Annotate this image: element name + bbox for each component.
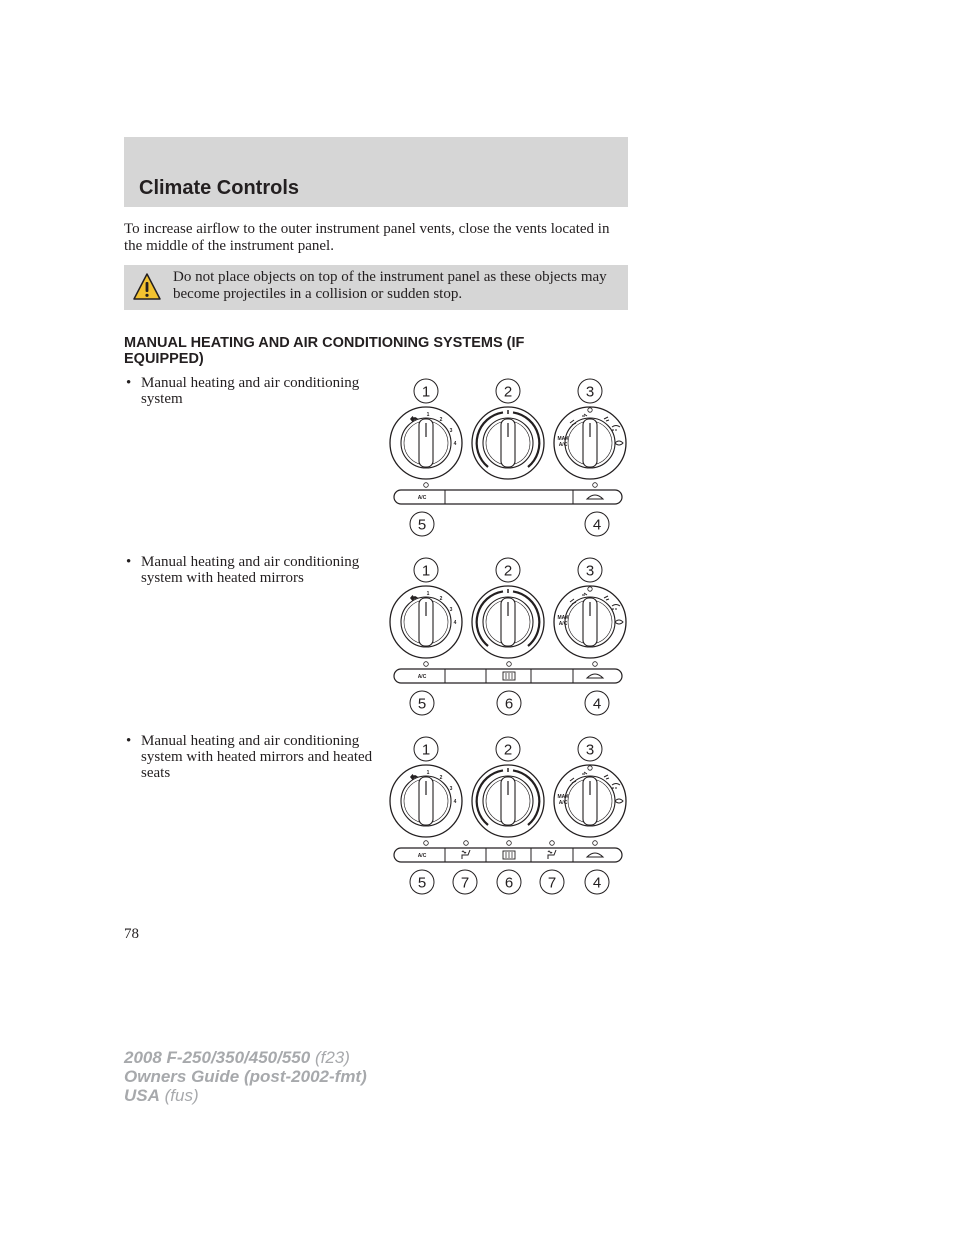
fan-speed-label: 2 xyxy=(439,596,443,602)
recirculation-indicator-light xyxy=(593,841,598,846)
ac-button-label: A/C xyxy=(417,853,427,860)
climate-panel-illustration xyxy=(388,378,628,538)
seat-indicator-light xyxy=(464,841,469,846)
control-panel-diagram-basic xyxy=(388,378,628,538)
control-panel-diagram-heated-mirrors xyxy=(388,557,628,717)
control-panel-diagram-heated-mirrors-seats xyxy=(388,736,628,896)
list-item: • Manual heating and air conditioning system with heated mirrors xyxy=(124,554,391,586)
callouts-bottom xyxy=(410,691,609,715)
callout-number: 5 xyxy=(417,516,427,534)
ac-indicator-light xyxy=(424,841,429,846)
warning-box xyxy=(124,265,628,310)
fan-speed-label: 1 xyxy=(426,591,430,597)
callout-number: 7 xyxy=(460,874,470,892)
fan-speed-label: 3 xyxy=(449,607,453,613)
callouts-top xyxy=(414,558,602,582)
recirculation-indicator-light xyxy=(593,662,598,667)
temperature-knob xyxy=(472,407,544,479)
fan-speed-label: 3 xyxy=(449,428,453,434)
fan-speed-knob xyxy=(390,765,462,837)
callout-number: 5 xyxy=(417,874,427,892)
callout-number: 3 xyxy=(585,383,595,401)
fan-speed-label: 3 xyxy=(449,786,453,792)
footer-code: (f23) xyxy=(314,1048,350,1067)
ac-button-label: A/C xyxy=(417,674,427,681)
indicator-light xyxy=(588,587,592,591)
callout-number: 1 xyxy=(421,562,431,580)
temperature-knob xyxy=(472,586,544,658)
fan-speed-knob xyxy=(390,586,462,658)
footer-guide: Owners Guide (post-2002-fmt) xyxy=(124,1067,367,1086)
callouts-top xyxy=(414,737,602,761)
fan-speed-label: 2 xyxy=(439,775,443,781)
button-strip xyxy=(394,841,622,862)
fan-speed-label: 1 xyxy=(426,412,430,418)
ac-indicator-light xyxy=(424,662,429,667)
fan-speed-label: 1 xyxy=(426,770,430,776)
indicator-light xyxy=(588,766,592,770)
callouts-bottom xyxy=(410,512,609,536)
mirror-indicator-light xyxy=(507,841,512,846)
footer-market: USA xyxy=(124,1086,160,1105)
page-number: 78 xyxy=(124,926,139,942)
indicator-light xyxy=(588,408,592,412)
document-footer xyxy=(124,1048,367,1105)
warning-triangle-icon xyxy=(132,272,162,302)
mode-knob xyxy=(554,407,626,479)
footer-market-code: (fus) xyxy=(164,1086,199,1105)
mode-knob xyxy=(554,586,626,658)
footer-model: 2008 F-250/350/450/550 xyxy=(124,1048,311,1067)
callout-number: 4 xyxy=(592,874,602,892)
max-ac-label: MAX xyxy=(557,436,569,442)
fan-speed-label: 4 xyxy=(453,799,457,805)
fan-speed-knob xyxy=(390,407,462,479)
temperature-knob xyxy=(472,765,544,837)
mode-knob xyxy=(554,765,626,837)
fan-speed-label: 4 xyxy=(453,620,457,626)
list-item: • Manual heating and air conditioning system with heated mirrors and heated seats xyxy=(124,733,391,781)
callout-number: 6 xyxy=(504,695,514,713)
callout-number: 6 xyxy=(504,874,514,892)
section-header xyxy=(124,137,628,207)
callout-number: 3 xyxy=(585,562,595,580)
climate-panel-illustration xyxy=(388,557,628,717)
callout-number: 3 xyxy=(585,741,595,759)
seat-indicator-light xyxy=(550,841,555,846)
button-strip xyxy=(394,483,622,504)
callout-number: 7 xyxy=(547,874,557,892)
callouts-top xyxy=(414,379,602,403)
max-ac-label: MAX xyxy=(557,615,569,621)
mirror-indicator-light xyxy=(507,662,512,667)
button-strip-outline xyxy=(394,669,622,683)
max-ac-label: A/C xyxy=(558,621,568,627)
callout-number: 2 xyxy=(503,383,513,401)
ac-indicator-light xyxy=(424,483,429,488)
callouts-bottom xyxy=(410,870,609,894)
fan-speed-label: 4 xyxy=(453,441,457,447)
button-strip-outline xyxy=(394,848,622,862)
section-heading: MANUAL HEATING AND AIR CONDITIONING SYSTEMS (IF EQUIPPED) xyxy=(124,335,525,367)
recirculation-indicator-light xyxy=(593,483,598,488)
warning-text: Do not place objects on top of the instrument panel as these objects may become projectiles in a collision or sudden stop. xyxy=(173,269,607,302)
climate-panel-illustration xyxy=(388,736,628,896)
button-strip xyxy=(394,662,622,683)
callout-number: 1 xyxy=(421,383,431,401)
intro-paragraph: To increase airflow to the outer instrument panel vents, close the vents located in the middle of the instrument panel. xyxy=(124,221,610,254)
page-title: Climate Controls xyxy=(139,177,300,199)
callout-number: 5 xyxy=(417,695,427,713)
max-ac-label: A/C xyxy=(558,442,568,448)
list-item: • Manual heating and air conditioning system xyxy=(124,375,391,407)
button-strip-outline xyxy=(394,490,622,504)
fan-speed-label: 2 xyxy=(439,417,443,423)
callout-number: 2 xyxy=(503,741,513,759)
callout-number: 1 xyxy=(421,741,431,759)
max-ac-label: A/C xyxy=(558,800,568,806)
callout-number: 2 xyxy=(503,562,513,580)
callout-number: 4 xyxy=(592,516,602,534)
ac-button-label: A/C xyxy=(417,495,427,502)
max-ac-label: MAX xyxy=(557,794,569,800)
callout-number: 4 xyxy=(592,695,602,713)
